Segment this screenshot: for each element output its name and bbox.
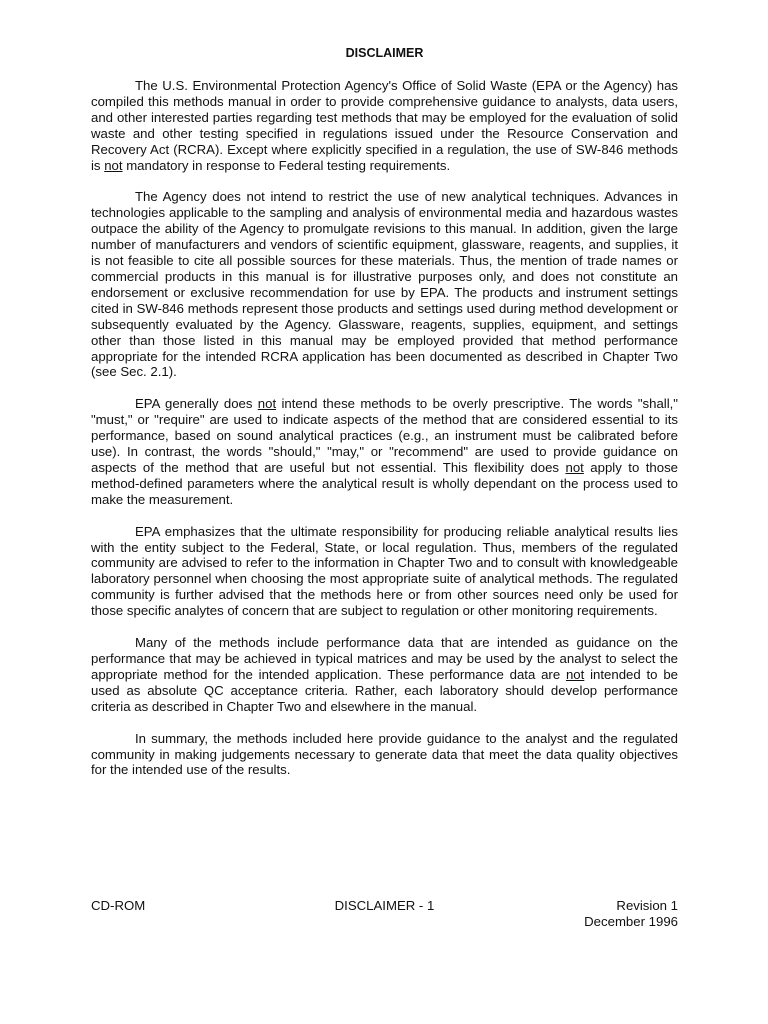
text-run: In summary, the methods included here provide guidance to the analyst and the regulated community in making judgements necessary to generate data that meet the data quality objectives for the intended use of the results. [91,730,678,778]
text-run: EPA emphasizes that the ultimate responsibility for producing reliable analytical results lies with the entity subject to the Federal, State, or local regulation. Thus, members of the regulated community are advised to refer to the information in Chapter Two and to consult with knowledgeable laboratory personnel when choosing the most appropriate suite of analytical methods. The regulated community is further advised that the methods here or from other sources need only be used for those specific analytes of concern that are subject to regulation or other monitoring requirements. [91,523,678,619]
document-body [91,78,678,794]
page-title: DISCLAIMER [345,46,424,60]
paragraph [91,635,678,715]
footer-date: December 1996 [584,914,678,929]
paragraph [91,189,678,380]
text-run: EPA generally does [135,396,258,412]
text-run: intended to be used as absolute QC acceptance criteria. Rather, each laboratory should develop performance criteria as described in Chapter Two and elsewhere in the manual. [91,666,678,714]
text-run: The U.S. Environmental Protection Agency's Office of Solid Waste (EPA or the Agency) has compiled this methods manual in order to provide comprehensive guidance to analysts, data users, and other interested parties regarding test methods that may be employed for the evaluation of solid waste and other testing specified in regulations issued under the Resource Conservation and Recovery Act (RCRA). Except where explicitly specified in a regulation, the use of SW-846 methods is [91,78,678,173]
footer-revision-block [584,898,678,930]
document-page [91,0,678,1024]
text-run: intend these methods to be overly prescriptive. The words "shall," "must," or "require" are used to indicate aspects of the method that are considered essential to its performance, based on sound analytical practices (e.g., an instrument must be calibrated before use). In contrast, the words "should," "may," or "recommend" are used to provide guidance on aspects of the method that are useful but not essential. This flexibility does [91,396,678,475]
footer-media-label: CD-ROM [91,898,146,913]
text-run: Many of the methods include performance data that are intended as guidance on the performance that may be achieved in typical matrices and may be used by the analyst to select the appropriate method for the intended application. These performance data are [91,635,678,682]
emphasis-underline: not [565,666,585,682]
emphasis-underline: not [257,396,277,412]
text-run: apply to those method-defined parameters where the analytical result is wholly dependant on the process used to make the measurement. [91,459,678,507]
text-run: The Agency does not intend to restrict the use of new analytical techniques. Advances in technologies applicable to the sampling and analysis of environmental media and hazardous wastes outpace the ability of the Agency to promulgate revisions to this manual. In addition, given the large number of manufacturers and vendors of scientific equipment, glassware, reagents, and supplies, it is not feasible to cite all possible sources for these materials. Thus, the mention of trade names or commercial products in this manual is for illustrative purposes only, and does not constitute an endorsement or exclusive recommendation for use by EPA. The products and instrument settings cited in SW-846 methods represent those products and settings used during method development or subsequently evaluated by the Agency. Glassware, reagents, supplies, equipment, and settings other than those listed in this manual may be employed provided that method performance appropriate for the intended RCRA application has been documented as described in Chapter Two (see Sec. 2.1). [91,189,678,380]
footer-revision: Revision 1 [616,898,678,913]
emphasis-underline: not [565,459,584,475]
text-run: mandatory in response to Federal testing requirements. [122,157,451,173]
footer-page-number: DISCLAIMER - 1 [334,898,435,913]
paragraph [91,396,678,507]
paragraph [91,78,678,173]
paragraph [91,731,678,779]
emphasis-underline: not [104,157,123,173]
paragraph [91,524,678,619]
